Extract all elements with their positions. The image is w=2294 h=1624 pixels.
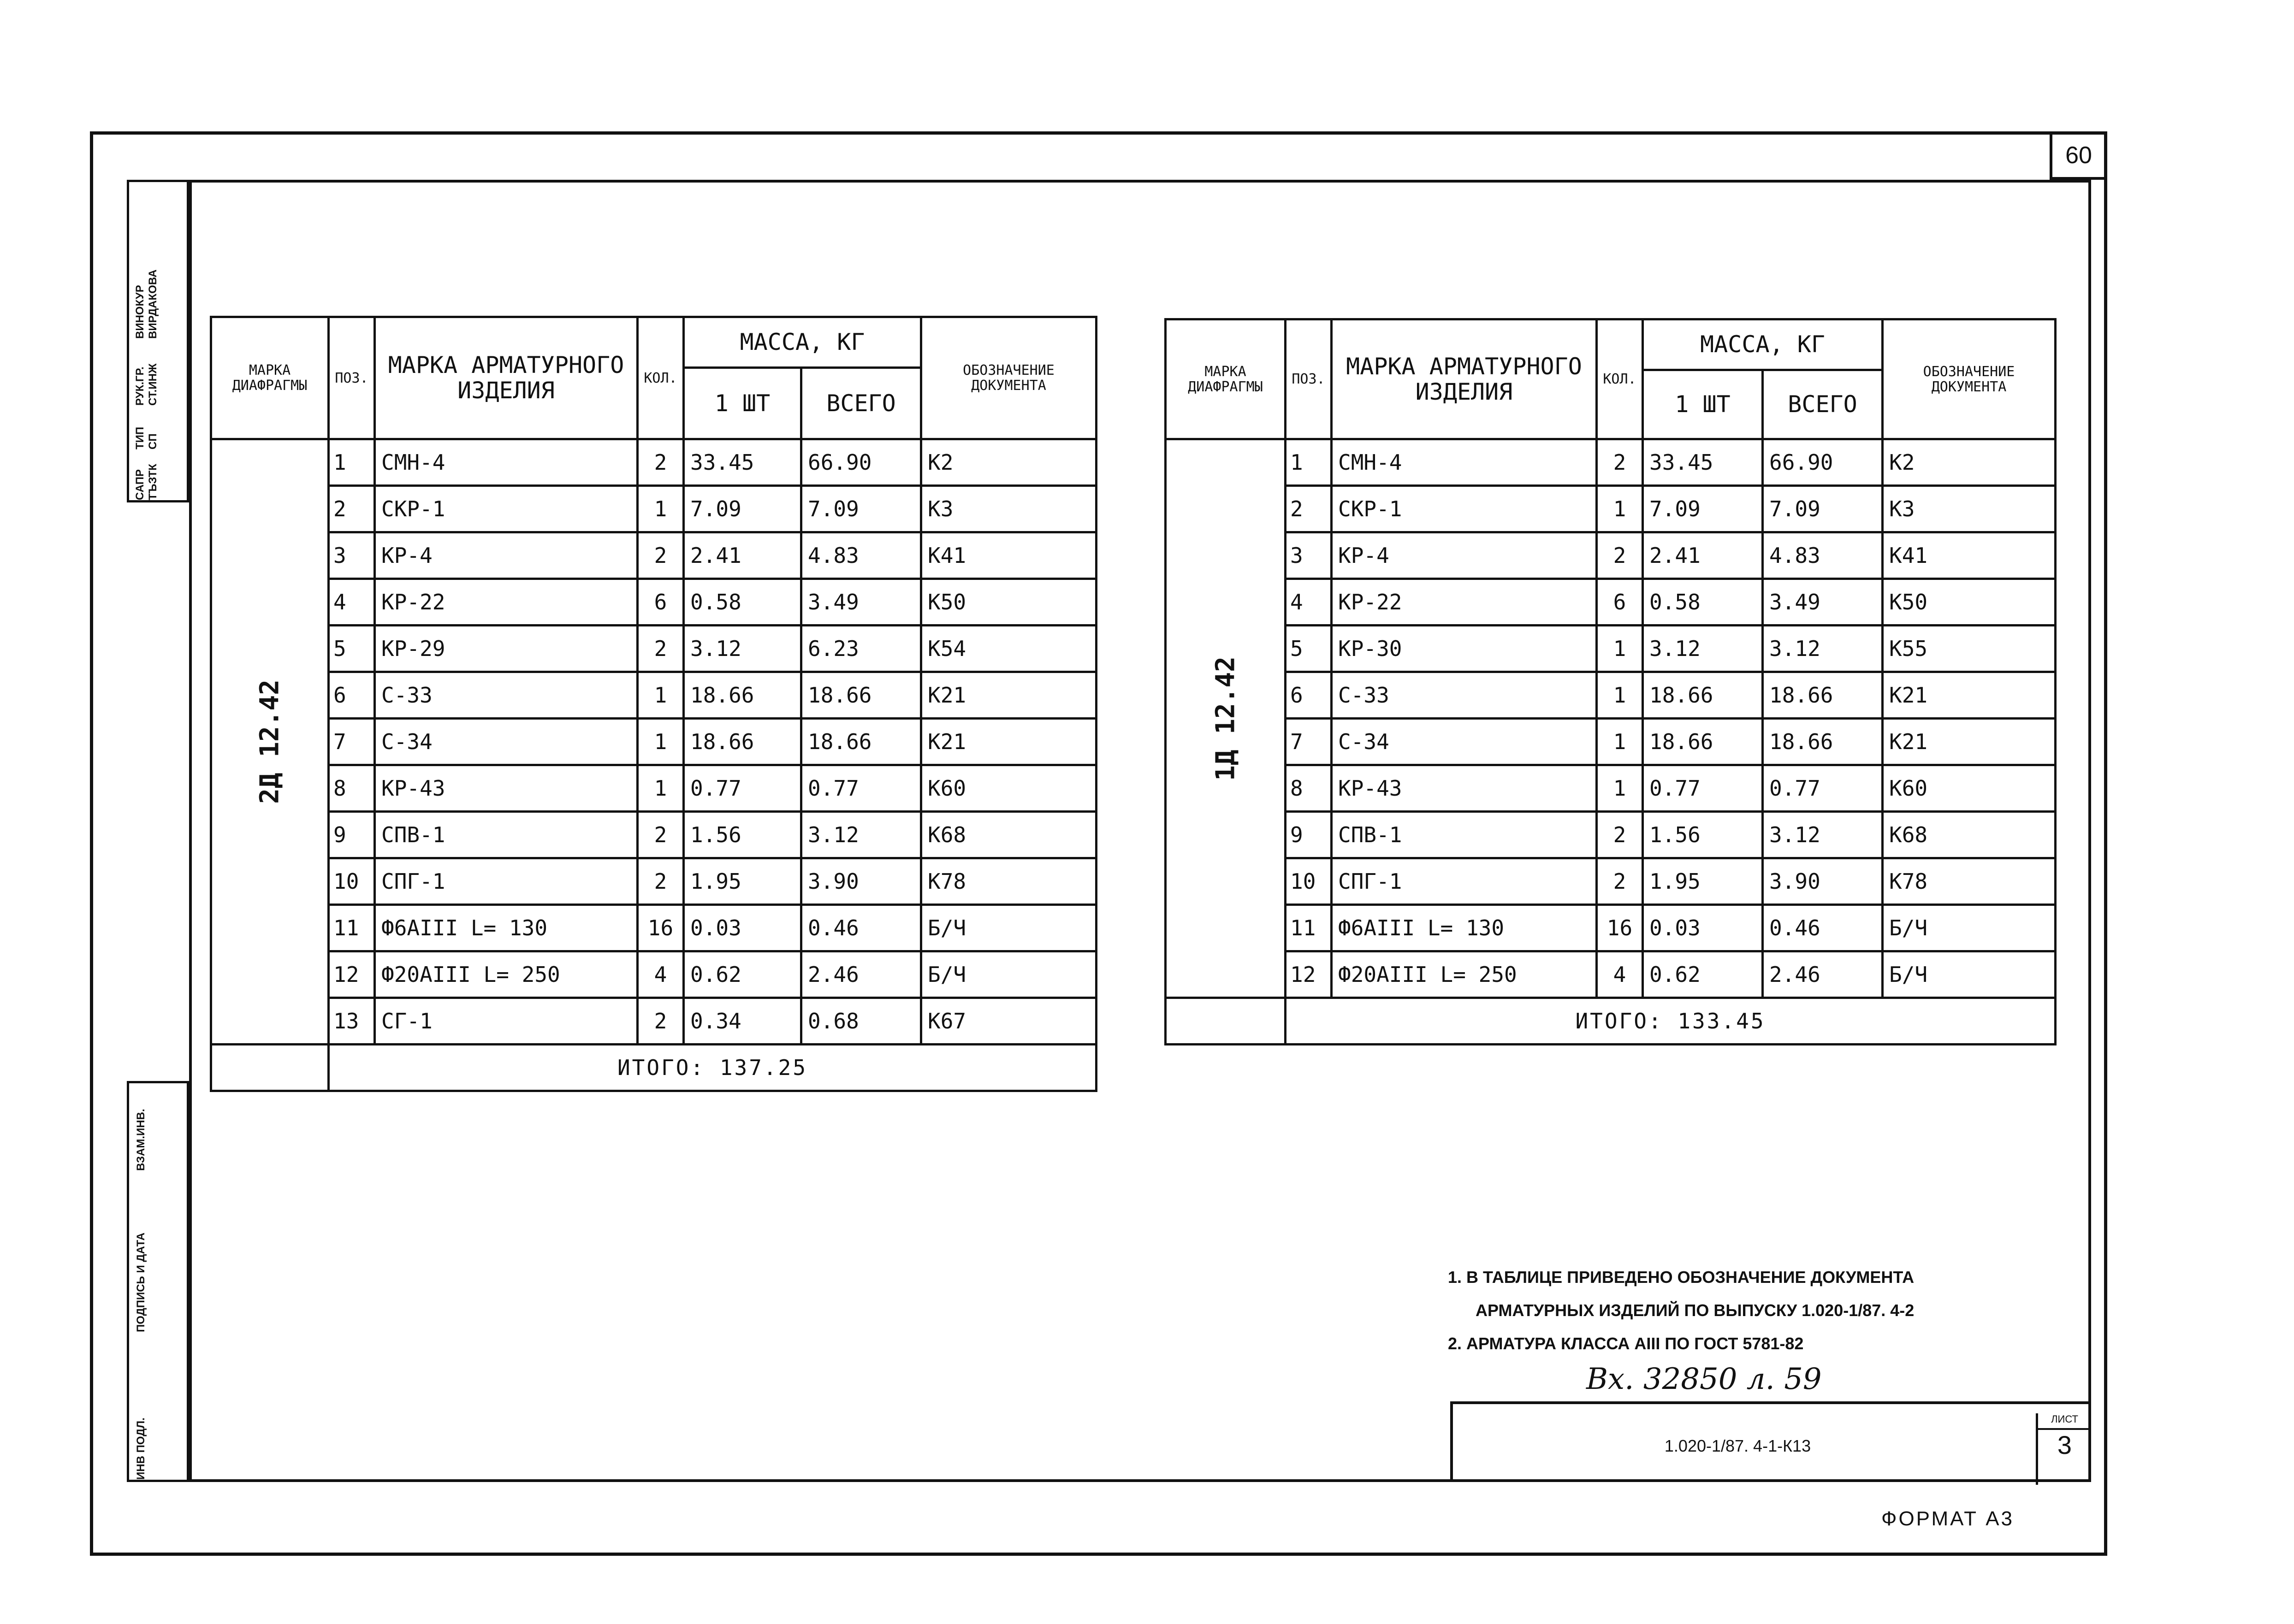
header-mass-one: 1 ШТ (684, 368, 801, 439)
cell-mass-one: 1.95 (1643, 858, 1763, 905)
cell-mass-one: 0.77 (1643, 765, 1763, 812)
spec-table-1d (1164, 318, 2057, 1045)
cell-doc: К50 (1883, 579, 2056, 626)
cell-pos: 10 (329, 858, 375, 905)
document-code: 1.020-1/87. 4-1-К13 (1664, 1436, 1811, 1455)
cell-qty: 2 (1597, 439, 1643, 486)
cell-doc: К2 (921, 439, 1097, 486)
cell-item-mark: СГ-1 (375, 998, 638, 1045)
header-qty: КОЛ. (638, 317, 684, 439)
cell-mass-total: 3.12 (1763, 812, 1883, 858)
header-pos: ПОЗ. (329, 317, 375, 439)
diaphragm-mark-cell (1166, 439, 1286, 998)
cell-mass-one: 0.58 (1643, 579, 1763, 626)
cell-qty: 16 (1597, 905, 1643, 951)
cell-mass-total: 18.66 (1763, 672, 1883, 719)
table-row (211, 951, 1097, 998)
cell-doc: К3 (921, 486, 1097, 532)
cell-pos: 10 (1286, 858, 1332, 905)
table-row (211, 486, 1097, 532)
signature-strip (127, 1081, 189, 1482)
cell-mass-total: 2.46 (801, 951, 921, 998)
cell-qty: 1 (638, 765, 684, 812)
header-mark-diaphragm: МАРКА ДИАФРАГМЫ (211, 317, 329, 439)
cell-pos: 8 (1286, 765, 1332, 812)
cell-mass-total: 4.83 (1763, 532, 1883, 579)
cell-doc: К21 (1883, 672, 2056, 719)
cell-qty: 4 (638, 951, 684, 998)
cell-pos: 6 (1286, 672, 1332, 719)
cell-mass-one: 2.41 (684, 532, 801, 579)
cell-qty: 2 (638, 626, 684, 672)
cell-pos: 3 (329, 532, 375, 579)
cell-pos: 1 (1286, 439, 1332, 486)
cell-item-mark: КР-29 (375, 626, 638, 672)
cell-qty: 2 (638, 998, 684, 1045)
table-row (211, 626, 1097, 672)
table-row (211, 858, 1097, 905)
cell-doc: К21 (921, 719, 1097, 765)
cell-pos: 4 (329, 579, 375, 626)
cell-qty: 2 (1597, 858, 1643, 905)
cell-qty: 6 (638, 579, 684, 626)
table-row (1166, 719, 2056, 765)
cell-doc: К68 (921, 812, 1097, 858)
cell-mass-one: 18.66 (1643, 719, 1763, 765)
cell-item-mark: Ф6АIII L= 130 (375, 905, 638, 951)
cell-doc: Б/Ч (921, 905, 1097, 951)
table-row (211, 579, 1097, 626)
cell-item-mark: Ф6АIII L= 130 (1332, 905, 1597, 951)
diaphragm-mark: 1Д 12.42 (1210, 656, 1240, 781)
total-cell: ИТОГО: 137.25 (329, 1045, 1097, 1091)
cell-doc: К2 (1883, 439, 2056, 486)
cell-mass-one: 18.66 (1643, 672, 1763, 719)
cell-qty: 2 (638, 439, 684, 486)
header-mark-item: МАРКА АРМАТУРНОГО ИЗДЕЛИЯ (375, 317, 638, 439)
table-row (211, 719, 1097, 765)
cell-qty: 1 (1597, 486, 1643, 532)
cell-mass-total: 18.66 (801, 672, 921, 719)
cell-mass-total: 3.90 (801, 858, 921, 905)
table-row (211, 998, 1097, 1045)
header-pos: ПОЗ. (1286, 319, 1332, 439)
header-qty: КОЛ. (1597, 319, 1643, 439)
cell-item-mark: Ф20АIII L= 250 (1332, 951, 1597, 998)
cell-pos: 13 (329, 998, 375, 1045)
cell-item-mark: КР-22 (1332, 579, 1597, 626)
table-row (211, 812, 1097, 858)
cell-item-mark: С-34 (1332, 719, 1597, 765)
cell-qty: 2 (638, 812, 684, 858)
cell-mass-total: 7.09 (801, 486, 921, 532)
cell-mass-one: 1.95 (684, 858, 801, 905)
cell-mass-total: 0.77 (801, 765, 921, 812)
table-row (1166, 486, 2056, 532)
cell-item-mark: СПГ-1 (1332, 858, 1597, 905)
table-row (211, 439, 1097, 486)
cell-item-mark: СПВ-1 (1332, 812, 1597, 858)
cell-pos: 2 (1286, 486, 1332, 532)
cell-pos: 8 (329, 765, 375, 812)
cell-mass-one: 2.41 (1643, 532, 1763, 579)
table-row (211, 672, 1097, 719)
cell-doc: К60 (1883, 765, 2056, 812)
cell-qty: 2 (638, 858, 684, 905)
cell-doc: К60 (921, 765, 1097, 812)
cell-qty: 1 (638, 719, 684, 765)
cell-qty: 1 (1597, 626, 1643, 672)
cell-mass-one: 0.58 (684, 579, 801, 626)
cell-mass-one: 18.66 (684, 672, 801, 719)
cell-mass-total: 7.09 (1763, 486, 1883, 532)
table-row (1166, 951, 2056, 998)
note-line: АРМАТУРНЫХ ИЗДЕЛИЙ ПО ВЫПУСКУ 1.020-1/87. 4-2 (1476, 1301, 1915, 1320)
table-row (211, 765, 1097, 812)
cell-doc: Б/Ч (921, 951, 1097, 998)
cell-mass-total: 0.68 (801, 998, 921, 1045)
cell-mass-total: 3.12 (801, 812, 921, 858)
approval-strip (127, 180, 189, 502)
cell-mass-one: 0.03 (1643, 905, 1763, 951)
header-mass: МАССА, КГ (1643, 319, 1883, 370)
cell-item-mark: КР-4 (1332, 532, 1597, 579)
strip-label: СП (147, 433, 159, 449)
header-mark-item: МАРКА АРМАТУРНОГО ИЗДЕЛИЯ (1332, 319, 1597, 439)
header-mass: МАССА, КГ (684, 317, 921, 368)
strip-label: РУК.ГР. (134, 366, 146, 406)
diaphragm-mark-cell (211, 439, 329, 1045)
cell-qty: 16 (638, 905, 684, 951)
strip-label: ТЪЗТК (147, 464, 159, 500)
table-row (1166, 858, 2056, 905)
cell-mass-one: 1.56 (1643, 812, 1763, 858)
cell-pos: 9 (329, 812, 375, 858)
cell-pos: 9 (1286, 812, 1332, 858)
strip-label: ВИНОКУР (134, 285, 146, 339)
cell-mass-total: 3.12 (1763, 626, 1883, 672)
note-line: 1. В ТАБЛИЦЕ ПРИВЕДЕНО ОБОЗНАЧЕНИЕ ДОКУМЕНТА (1448, 1268, 1915, 1287)
header-mark-diaphragm: МАРКА ДИАФРАГМЫ (1166, 319, 1286, 439)
table-row (1166, 812, 2056, 858)
cell-pos: 12 (329, 951, 375, 998)
cell-mass-total: 66.90 (1763, 439, 1883, 486)
table-row (1166, 672, 2056, 719)
strip-label: САПР (134, 469, 146, 500)
cell-item-mark: СКР-1 (375, 486, 638, 532)
cell-mass-total: 3.49 (801, 579, 921, 626)
cell-mass-one: 0.34 (684, 998, 801, 1045)
cell-qty: 6 (1597, 579, 1643, 626)
table-row (211, 905, 1097, 951)
drawing-notes (1448, 1261, 1914, 1360)
cell-item-mark: СПГ-1 (375, 858, 638, 905)
table-row (1166, 765, 2056, 812)
strip-label: ПОДПИСЬ И ДАТА (135, 1232, 147, 1332)
strip-label: ТИП (134, 426, 146, 449)
cell-doc: К55 (1883, 626, 2056, 672)
cell-doc: К54 (921, 626, 1097, 672)
cell-mass-one: 33.45 (684, 439, 801, 486)
cell-qty: 1 (638, 486, 684, 532)
cell-pos: 11 (1286, 905, 1332, 951)
cell-pos: 3 (1286, 532, 1332, 579)
cell-mass-total: 6.23 (801, 626, 921, 672)
strip-label: ВЗАМ.ИНВ. (135, 1109, 147, 1171)
cell-pos: 5 (329, 626, 375, 672)
total-row-blank (1166, 998, 1286, 1045)
cell-mass-total: 66.90 (801, 439, 921, 486)
cell-doc: К21 (921, 672, 1097, 719)
cell-pos: 2 (329, 486, 375, 532)
cell-mass-one: 7.09 (1643, 486, 1763, 532)
cell-doc: Б/Ч (1883, 905, 2056, 951)
format-label: ФОРМАТ А3 (1881, 1507, 2015, 1530)
header-mass-total: ВСЕГО (801, 368, 921, 439)
cell-item-mark: КР-43 (375, 765, 638, 812)
cell-pos: 12 (1286, 951, 1332, 998)
cell-pos: 7 (1286, 719, 1332, 765)
cell-item-mark: С-34 (375, 719, 638, 765)
cell-doc: К78 (1883, 858, 2056, 905)
cell-mass-total: 0.46 (1763, 905, 1883, 951)
cell-item-mark: КР-4 (375, 532, 638, 579)
spec-table-2d (210, 316, 1097, 1092)
total-row (1166, 998, 2056, 1045)
cell-item-mark: С-33 (1332, 672, 1597, 719)
cell-mass-total: 18.66 (1763, 719, 1883, 765)
cell-mass-total: 4.83 (801, 532, 921, 579)
cell-pos: 5 (1286, 626, 1332, 672)
total-row-blank (211, 1045, 329, 1091)
cell-mass-one: 18.66 (684, 719, 801, 765)
cell-mass-one: 0.62 (684, 951, 801, 998)
cell-mass-one: 33.45 (1643, 439, 1763, 486)
cell-qty: 1 (638, 672, 684, 719)
strip-label: СТ.ИНЖ (147, 363, 159, 406)
sheet-box (2036, 1413, 2091, 1485)
cell-mass-total: 3.49 (1763, 579, 1883, 626)
cell-doc: К41 (921, 532, 1097, 579)
header-doc: ОБОЗНАЧЕНИЕ ДОКУМЕНТА (1883, 319, 2056, 439)
cell-mass-total: 0.46 (801, 905, 921, 951)
cell-pos: 7 (329, 719, 375, 765)
cell-mass-one: 3.12 (1643, 626, 1763, 672)
cell-mass-one: 7.09 (684, 486, 801, 532)
cell-doc: К68 (1883, 812, 2056, 858)
cell-mass-one: 0.77 (684, 765, 801, 812)
cell-qty: 1 (1597, 719, 1643, 765)
cell-qty: 2 (638, 532, 684, 579)
cell-doc: К67 (921, 998, 1097, 1045)
total-row (211, 1045, 1097, 1091)
cell-item-mark: С-33 (375, 672, 638, 719)
sheet-label: ЛИСТ (2038, 1413, 2091, 1430)
table-row (1166, 439, 2056, 486)
cell-mass-total: 18.66 (801, 719, 921, 765)
cell-qty: 1 (1597, 672, 1643, 719)
table-row (1166, 626, 2056, 672)
table-row (1166, 532, 2056, 579)
cell-doc: К50 (921, 579, 1097, 626)
cell-pos: 11 (329, 905, 375, 951)
note-line: 2. АРМАТУРА КЛАССА АIII ПО ГОСТ 5781-82 (1448, 1334, 1804, 1353)
cell-qty: 2 (1597, 812, 1643, 858)
table-row (211, 532, 1097, 579)
cell-item-mark: КР-30 (1332, 626, 1597, 672)
registration-stamp: Вх. 32850 л. 59 (1586, 1362, 1822, 1396)
sheet-value: 3 (2057, 1430, 2072, 1459)
cell-pos: 6 (329, 672, 375, 719)
sheet-number: 60 (2050, 134, 2105, 180)
cell-pos: 4 (1286, 579, 1332, 626)
title-block (1450, 1401, 2091, 1482)
cell-qty: 4 (1597, 951, 1643, 998)
cell-qty: 1 (1597, 765, 1643, 812)
cell-mass-one: 0.62 (1643, 951, 1763, 998)
cell-item-mark: КР-22 (375, 579, 638, 626)
cell-mass-one: 1.56 (684, 812, 801, 858)
cell-qty: 2 (1597, 532, 1643, 579)
cell-item-mark: КР-43 (1332, 765, 1597, 812)
cell-pos: 1 (329, 439, 375, 486)
total-cell: ИТОГО: 133.45 (1286, 998, 2056, 1045)
header-mass-total: ВСЕГО (1763, 370, 1883, 439)
cell-item-mark: СМН-4 (375, 439, 638, 486)
header-mass-one: 1 ШТ (1643, 370, 1763, 439)
strip-label: ИНВ ПОДЛ. (135, 1417, 147, 1480)
cell-doc: К41 (1883, 532, 2056, 579)
cell-mass-total: 0.77 (1763, 765, 1883, 812)
cell-doc: К21 (1883, 719, 2056, 765)
cell-doc: К3 (1883, 486, 2056, 532)
cell-mass-total: 3.90 (1763, 858, 1883, 905)
cell-item-mark: СМН-4 (1332, 439, 1597, 486)
diaphragm-mark: 2Д 12.42 (255, 679, 285, 804)
strip-label: ВИРДАКОВА (147, 269, 159, 339)
cell-item-mark: СПВ-1 (375, 812, 638, 858)
cell-doc: Б/Ч (1883, 951, 2056, 998)
cell-doc: К78 (921, 858, 1097, 905)
cell-mass-one: 0.03 (684, 905, 801, 951)
table-row (1166, 579, 2056, 626)
table-row (1166, 905, 2056, 951)
cell-mass-one: 3.12 (684, 626, 801, 672)
cell-item-mark: Ф20АIII L= 250 (375, 951, 638, 998)
header-doc: ОБОЗНАЧЕНИЕ ДОКУМЕНТА (921, 317, 1097, 439)
cell-mass-total: 2.46 (1763, 951, 1883, 998)
cell-item-mark: СКР-1 (1332, 486, 1597, 532)
